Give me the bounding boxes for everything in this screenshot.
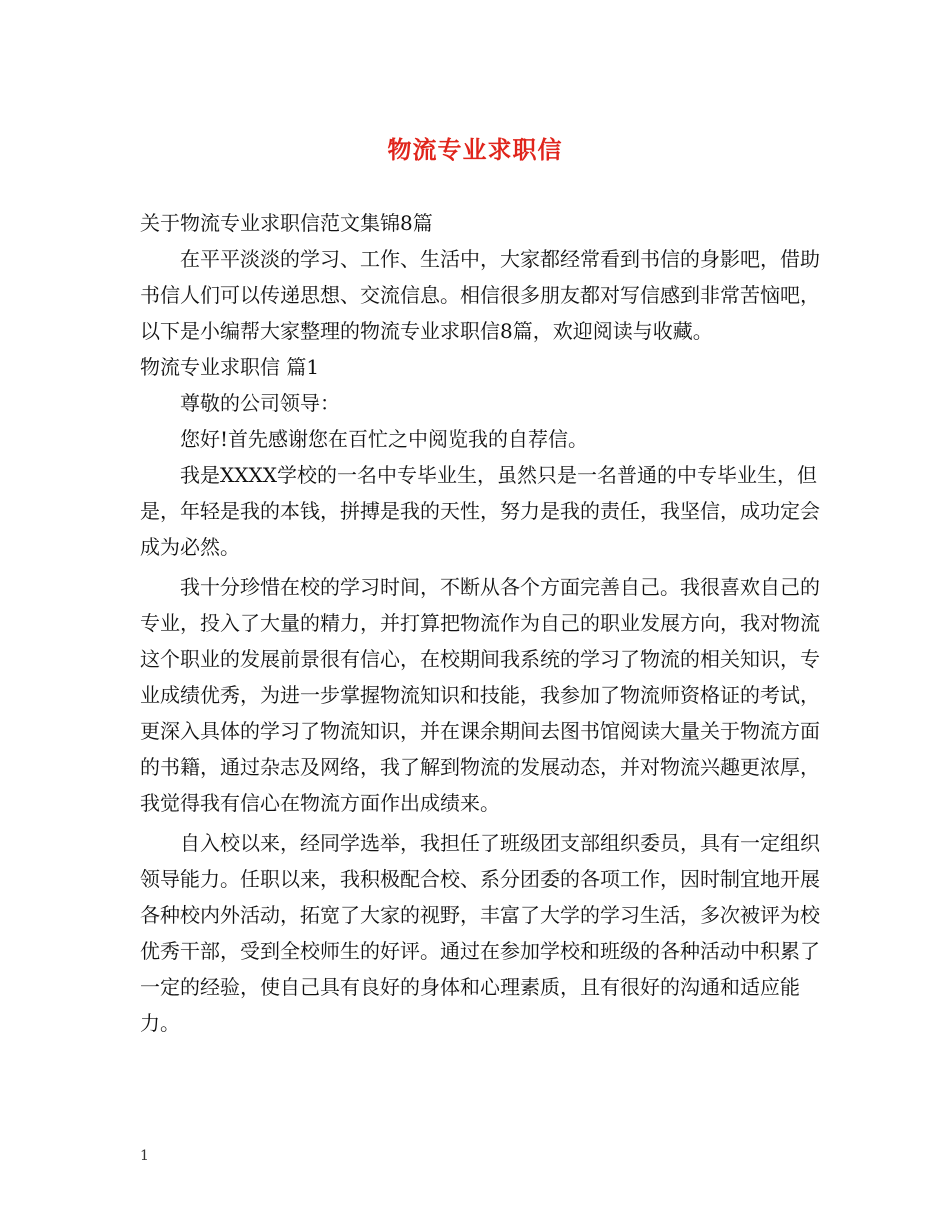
- body-paragraph-1: 我是XXXX学校的一名中专毕业生，虽然只是一名普通的中专毕业生，但是，年轻是我的本钱，拼搏是我的天性，努力是我的责任，我坚信，成功定会成为必然。: [140, 463, 820, 559]
- intro-paragraph: 在平平淡淡的学习、工作、生活中，大家都经常看到书信的身影吧，借助书信人们可以传递思想、交流信息。相信很多朋友都对写信感到非常苦恼吧，以下是小编帮大家整理的物流专业求职信8篇，欢迎阅读与收藏。: [140, 247, 820, 343]
- body-paragraph-3: 自入校以来，经同学选举，我担任了班级团支部组织委员，具有一定组织领导能力。任职以来，我积极配合校、系分团委的各项工作，因时制宜地开展各种校内外活动，拓宽了大家的视野，丰富了大学的学习生活，多次被评为校优秀干部，受到全校师生的好评。通过在参加学校和班级的各种活动中积累了一定的经验，使自己具有良好的身体和心理素质，且有很好的沟通和适应能力。: [140, 831, 820, 1035]
- document-body: [140, 205, 826, 1041]
- section-heading: 物流专业求职信 篇1: [140, 355, 320, 379]
- greeting-paragraph: 您好!首先感谢您在百忙之中阅览我的自荐信。: [180, 427, 589, 451]
- page-number: 1: [140, 1148, 149, 1164]
- body-paragraph-2: 我十分珍惜在校的学习时间，不断从各个方面完善自己。我很喜欢自己的专业，投入了大量的精力，并打算把物流作为自己的职业发展方向，我对物流这个职业的发展前景很有信心，在校期间我系统的学习了物流的相关知识，专业成绩优秀，为进一步掌握物流知识和技能，我参加了物流师资格证的考试，更深入具体的学习了物流知识，并在课余期间去图书馆阅读大量关于物流方面的书籍，通过杂志及网络，我了解到物流的发展动态，并对物流兴趣更浓厚，我觉得我有信心在物流方面作出成绩来。: [140, 575, 820, 815]
- document-title: 物流专业求职信: [387, 135, 563, 164]
- salutation: 尊敬的公司领导：: [180, 391, 340, 415]
- subtitle-line: 关于物流专业求职信范文集锦8篇: [140, 211, 433, 235]
